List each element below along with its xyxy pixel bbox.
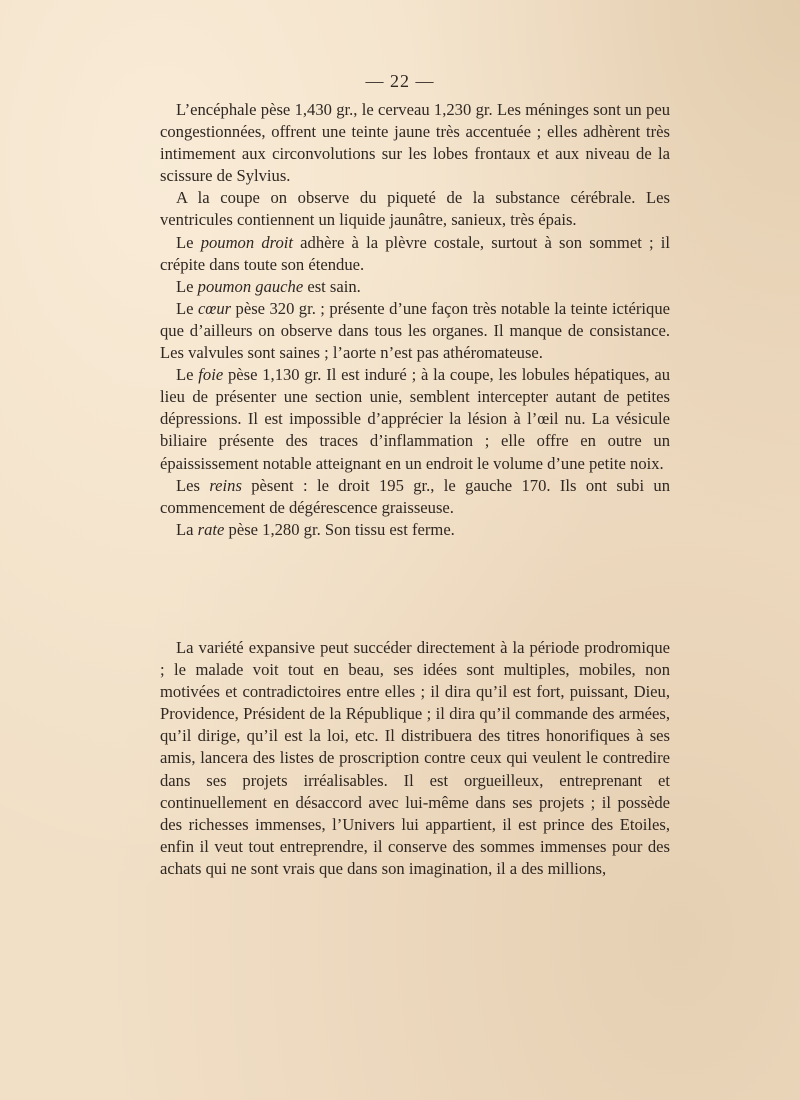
organ-term: foie xyxy=(198,365,224,385)
organ-term: cœur xyxy=(197,298,232,318)
paragraph-coupe: A la coupe on observe du piqueté de la substance cérébrale. Les ventricules contiennent un liquide jaunâtre, sanieux, très épais. xyxy=(160,188,670,230)
paragraph-prefix: Le xyxy=(176,276,198,296)
paragraph-variete-expansive: La variété expansive peut succéder directement à la période prodromique ; le malade voit tout en beau, ses idées sont multiples, mobiles, non motivées et contradictoires entre elles ; il dira qu’il est fort, puissant, Dieu, Providence, Président de la République ; il dira qu’il commande des armées, qu’il dirige, qu’il est la loi, etc. Il distribuera des titres honorifiques à ses amis, lancera des listes de proscription contre ceux qui veulent le contredire dans ses projets irréalisables. Il est orgueilleux, entreprenant et continuellement en désaccord avec lui-même dans ses projets ; il possède des richesses immenses, l’Univers lui appartient, il est prince des Etoiles, enfin il veut tout entreprendre, il conserve des sommes immenses pour des achats qui ne sont vrais que dans son imagination, il a des millions, xyxy=(160,638,670,878)
organ-term: reins xyxy=(209,475,242,495)
expansive-variety-section xyxy=(160,637,670,880)
paragraph-poumon-gauche xyxy=(160,276,670,298)
paragraph-reins xyxy=(160,475,670,519)
paragraph-foie xyxy=(160,364,670,474)
paragraph-rate xyxy=(160,519,670,541)
organ-term: rate xyxy=(197,519,225,539)
paragraph-body: pèse 1,280 gr. Son tissu est ferme. xyxy=(224,519,455,539)
organ-term: poumon droit xyxy=(200,232,293,252)
paragraph-body: pèse 1,130 gr. Il est induré ; à la coupe, les lobules hépatiques, au lieu de présenter une section unie, semblent intercepter autant de petites dépressions. Il est impossible d’apprécier la lésion à l’œil nu. La vésicule biliaire présente des traces d’inflammation ; elle offre en outre un épaississement notable atteignant en un endroit le volume d’une petite noix. xyxy=(160,365,670,473)
paragraph-poumon-droit xyxy=(160,232,670,276)
paragraph-body: est sain. xyxy=(303,276,361,296)
paragraph-encephale: L’encéphale pèse 1,430 gr., le cerveau 1,230 gr. Les méninges sont un peu congestionnées, offrent une teinte jaune très accentuée ; elles adhèrent très intimement aux circonvolutions sur les lobes frontaux et aux niveau de la scissure de Sylvius. xyxy=(160,100,670,186)
paragraph-body: pèsent : le droit 195 gr., le gauche 170. Ils ont subi un commencement de dégérescence graisseuse. xyxy=(160,475,671,517)
paragraph-prefix: Les xyxy=(176,475,210,495)
paragraph-body: adhère à la plèvre costale, surtout à son sommet ; il crépite dans toute son étendue. xyxy=(160,232,670,274)
paragraph-body: pèse 320 gr. ; présente d’une façon très notable la teinte ictérique que d’ailleurs on observe dans tous les organes. Il manque de consistance. Les valvules sont saines ; l’aorte n’est pas athéromateuse. xyxy=(160,298,670,363)
paragraph-prefix: Le xyxy=(176,232,201,252)
paragraph-prefix: Le xyxy=(176,365,199,385)
organ-term: poumon gauche xyxy=(197,276,304,296)
page-number: — 22 — xyxy=(365,71,435,91)
paragraph-prefix: La xyxy=(176,519,198,539)
paragraph-prefix: Le xyxy=(176,298,198,318)
autopsy-report-section xyxy=(160,99,670,541)
paragraph-coeur xyxy=(160,298,670,364)
